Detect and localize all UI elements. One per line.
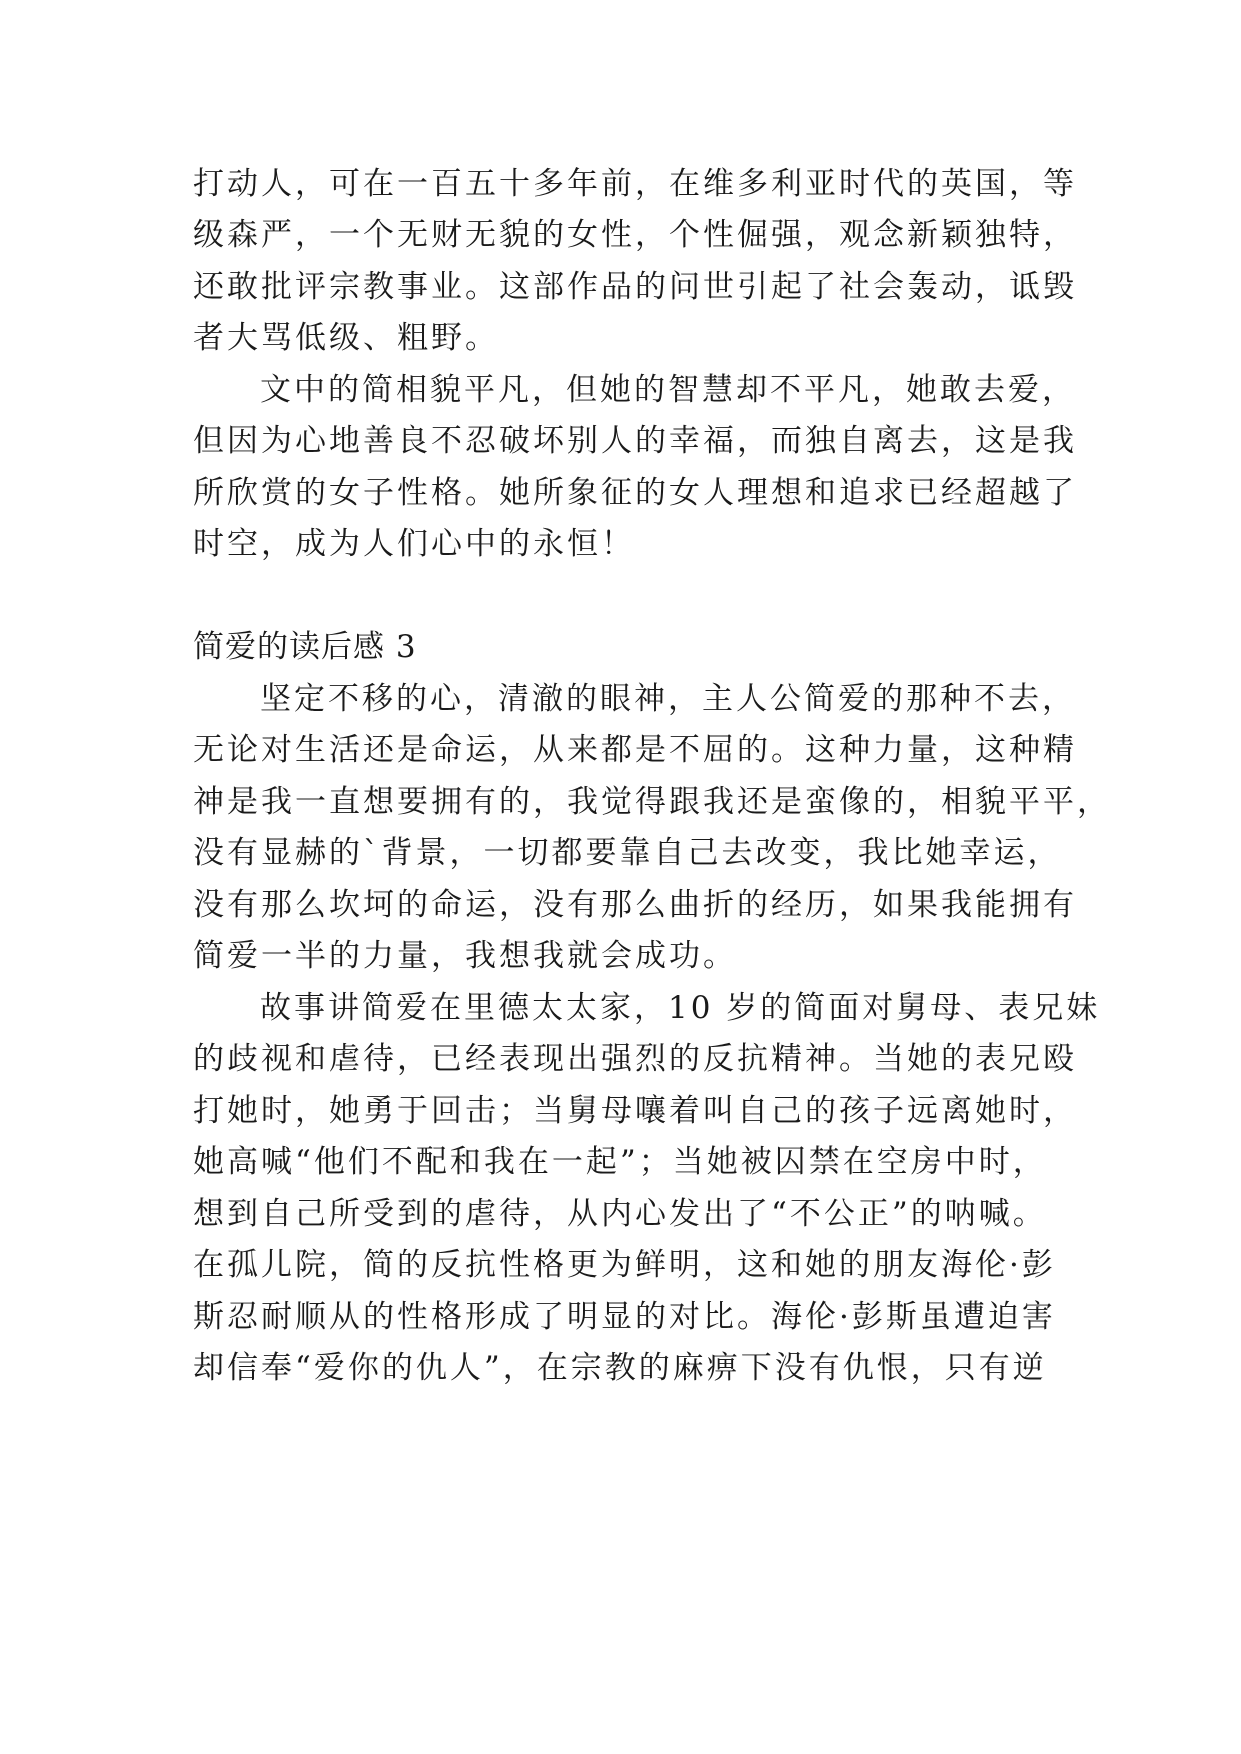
text-line: 没有那么坎坷的命运，没有那么曲折的经历，如果我能拥有 (193, 887, 1077, 923)
text-line: 者大骂低级、粗野。 (193, 320, 499, 356)
text-line: 级森严，一个无财无貌的女性，个性倔强，观念新颖独特， (193, 217, 1077, 253)
text-line: 还敢批评宗教事业。这部作品的问世引起了社会轰动，诋毁 (193, 269, 1077, 305)
text-line: 在孤儿院，简的反抗性格更为鲜明，这和她的朋友海伦·彭 (193, 1247, 1056, 1283)
text-line: 所欣赏的女子性格。她所象征的女人理想和追求已经超越了 (193, 475, 1077, 511)
text-line: 简爱一半的力量，我想我就会成功。 (193, 938, 737, 974)
text-line: 无论对生活还是命运，从来都是不屈的。这种力量，这种精 (193, 732, 1077, 768)
text-line: 没有显赫的`背景，一切都要靠自己去改变，我比她幸运， (193, 835, 1062, 871)
text-line: 却信奉“爱你的仇人”，在宗教的麻痹下没有仇恨，只有逆 (193, 1350, 1047, 1386)
text-line: 她高喊“他们不配和我在一起”；当她被囚禁在空房中时， (193, 1144, 1047, 1180)
text-line: 文中的简相貌平凡，但她的智慧却不平凡，她敢去爱， (260, 372, 1076, 408)
text-line: 时空，成为人们心中的永恒！ (193, 526, 635, 562)
text-line: 故事讲简爱在里德太太家，10 岁的简面对舅母、表兄妹 (260, 990, 1101, 1026)
text-line: 打她时，她勇于回击；当舅母嚷着叫自己的孩子远离她时， (193, 1093, 1077, 1129)
text-line: 斯忍耐顺从的性格形成了明显的对比。海伦·彭斯虽遭迫害 (193, 1299, 1056, 1335)
text-line: 打动人，可在一百五十多年前，在维多利亚时代的英国，等 (193, 166, 1077, 202)
text-line: 想到自己所受到的虐待，从内心发出了“不公正”的呐喊。 (193, 1196, 1047, 1232)
text-line: 的歧视和虐待，已经表现出强烈的反抗精神。当她的表兄殴 (193, 1041, 1077, 1077)
section-heading: 简爱的读后感 3 (193, 629, 417, 665)
text-line: 坚定不移的心，清澈的眼神，主人公简爱的那种不去， (260, 681, 1076, 717)
text-line: 但因为心地善良不忍破坏别人的幸福，而独自离去，这是我 (193, 423, 1077, 459)
text-line: 神是我一直想要拥有的，我觉得跟我还是蛮像的，相貌平平， (193, 784, 1111, 820)
